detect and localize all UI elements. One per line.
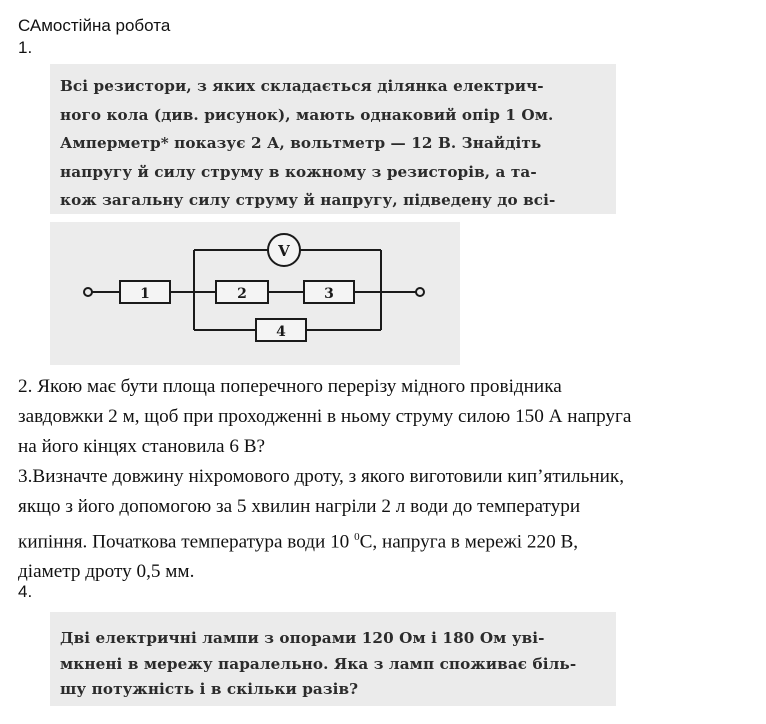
task-4-scan: [50, 612, 616, 706]
task-3-line: діаметр дроту 0,5 мм.: [18, 561, 195, 583]
task-3-text: кипіння. Початкова температура води 10: [18, 531, 355, 553]
terminal-right: [416, 288, 424, 296]
task-1-line: Амперметр* показує 2 А, вольтметр — 12 В. Знайдіть: [60, 134, 542, 153]
task-1-number: 1.: [18, 38, 33, 57]
task-2-line: 2. Якою має бути площа поперечного перерізу мідного провідника: [18, 376, 562, 397]
degree-mark: 0: [354, 531, 360, 543]
task-2-line: на його кінцях становила 6 В?: [18, 436, 266, 457]
task-1-line: ного кола (див. рисунок), мають однаковий опір 1 Ом.: [60, 105, 554, 124]
resistor-1-label: 1: [140, 286, 150, 302]
task-3-line: [18, 522, 624, 557]
resistor-3-label: 3: [324, 286, 334, 302]
task-3-line: якщо з його допомогою за 5 хвилин нагріли 2 л води до температури: [18, 496, 581, 517]
circuit-diagram: [50, 222, 460, 365]
task-3: [18, 462, 624, 587]
resistor-4-label: 4: [276, 324, 286, 340]
task-1-line: кож загальну силу струму й напругу, підведену до всі-: [60, 191, 556, 210]
task-4-line: шу потужність і в скільки разів?: [60, 680, 359, 698]
task-2: [18, 372, 631, 462]
voltmeter-label: V: [278, 242, 290, 260]
task-4-number: 4.: [18, 582, 33, 601]
page-title: САмостійна робота: [18, 16, 171, 35]
task-1-line: Всі резистори, з яких складається ділянка електрич-: [60, 77, 544, 95]
task-2-line: завдовжки 2 м, щоб при проходженні в ньому струму силою 150 А напруга: [18, 406, 632, 427]
task-1-line: єї ділянки.: [60, 219, 158, 238]
task-3-text: С, напруга в мережі 220 В,: [359, 531, 579, 553]
terminal-left: [84, 288, 92, 296]
resistor-2-label: 2: [237, 286, 247, 302]
task-4-line: Дві електричні лампи з опорами 120 Ом і 180 Ом уві-: [60, 629, 545, 647]
task-3-line: 3.Визначте довжину ніхромового дроту, з якого виготовили кип’ятильник,: [18, 466, 624, 487]
task-1-scan: [50, 64, 616, 238]
task-4-line: мкнені в мережу паралельно. Яка з ламп споживає біль-: [60, 654, 577, 673]
task-1-line: напругу й силу струму в кожному з резисторів, а та-: [60, 162, 537, 181]
